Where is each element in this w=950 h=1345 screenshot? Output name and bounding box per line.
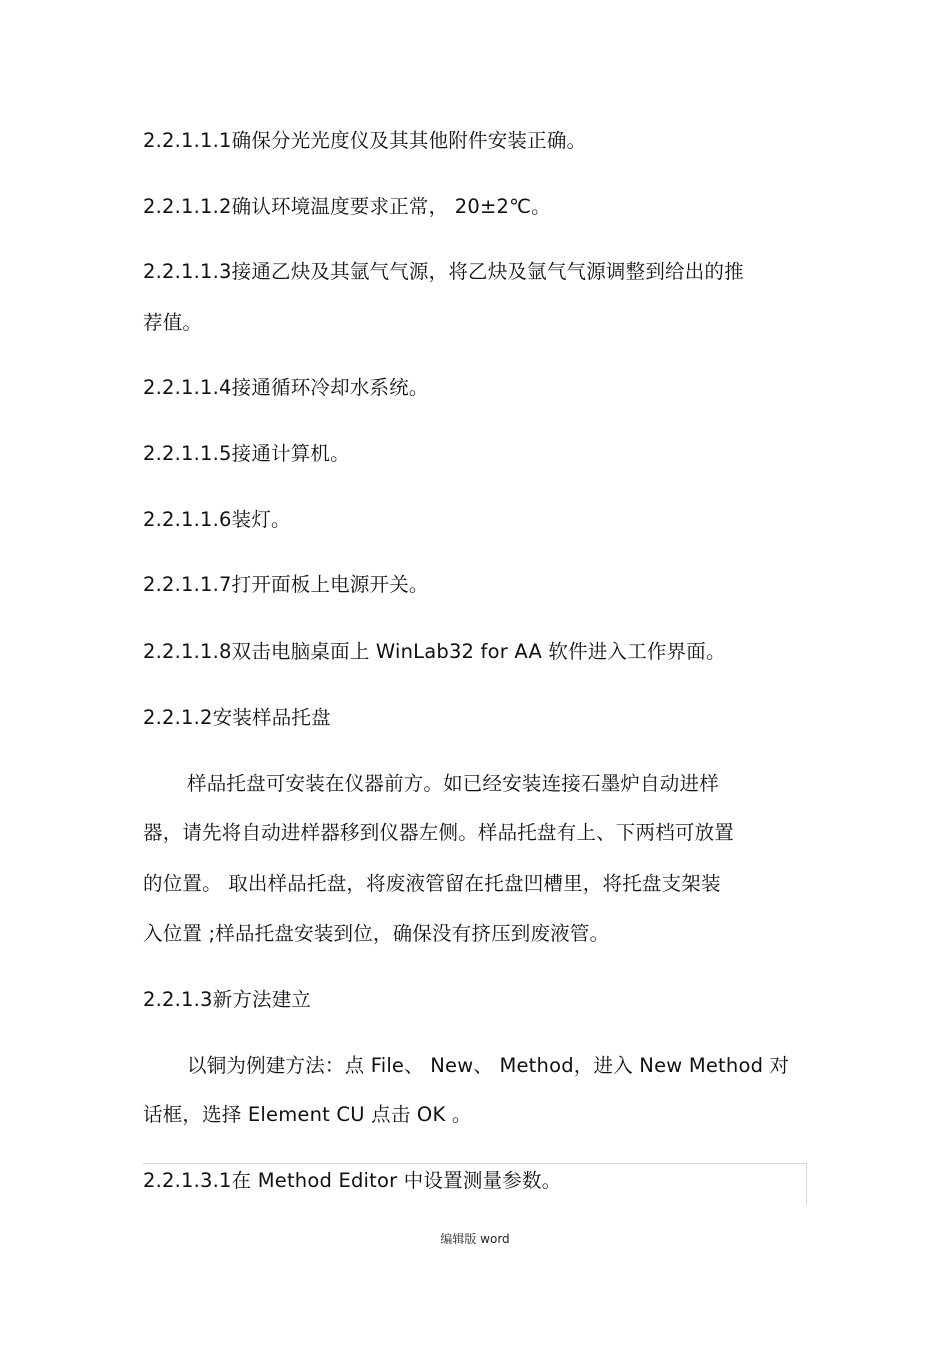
step-2-2-1-1-8: 2.2.1.1.8双击电脑桌面上 WinLab32 for AA 软件进入工作界面。 [143, 640, 726, 663]
paragraph-tray-line-1: 样品托盘可安装在仪器前方。如已经安装连接石墨炉自动进样 [187, 772, 719, 795]
paragraph-method-line-1: 以铜为例建方法：点 File、 New、 Method，进入 New Method 对 [187, 1054, 790, 1077]
paragraph-tray-line-4: 入位置 ;样品托盘安装到位，确保没有挤压到废液管。 [143, 922, 610, 945]
paragraph-tray-line-3: 的位置。 取出样品托盘，将废液管留在托盘凹槽里，将托盘支架装 [143, 872, 721, 895]
table-frame-right-border [806, 1163, 807, 1205]
paragraph-method-line-2: 话框，选择 Element CU 点击 OK 。 [143, 1103, 472, 1126]
page-footer: 编辑版 word [440, 1232, 510, 1246]
paragraph-tray-line-2: 器，请先将自动进样器移到仪器左侧。样品托盘有上、下两档可放置 [143, 821, 735, 844]
step-2-2-1-1-3: 2.2.1.1.3接通乙炔及其氩气气源，将乙炔及氩气气源调整到给出的推 [143, 260, 744, 283]
step-2-2-1-1-2: 2.2.1.1.2确认环境温度要求正常， 20±2℃。 [143, 195, 551, 218]
step-2-2-1-1-7: 2.2.1.1.7打开面板上电源开关。 [143, 573, 429, 596]
step-2-2-1-1-1: 2.2.1.1.1确保分光光度仪及其其他附件安装正确。 [143, 129, 587, 152]
table-frame-top-border [143, 1163, 806, 1164]
step-2-2-1-1-3-continued: 荐值。 [143, 311, 203, 334]
step-2-2-1-1-4: 2.2.1.1.4接通循环冷却水系统。 [143, 376, 429, 399]
step-2-2-1-3-1: 2.2.1.3.1在 Method Editor 中设置测量参数。 [143, 1169, 562, 1192]
step-2-2-1-1-6: 2.2.1.1.6装灯。 [143, 508, 291, 531]
section-heading-2-2-1-2: 2.2.1.2安装样品托盘 [143, 706, 331, 729]
step-2-2-1-1-5: 2.2.1.1.5接通计算机。 [143, 442, 350, 465]
section-heading-2-2-1-3: 2.2.1.3新方法建立 [143, 988, 312, 1011]
